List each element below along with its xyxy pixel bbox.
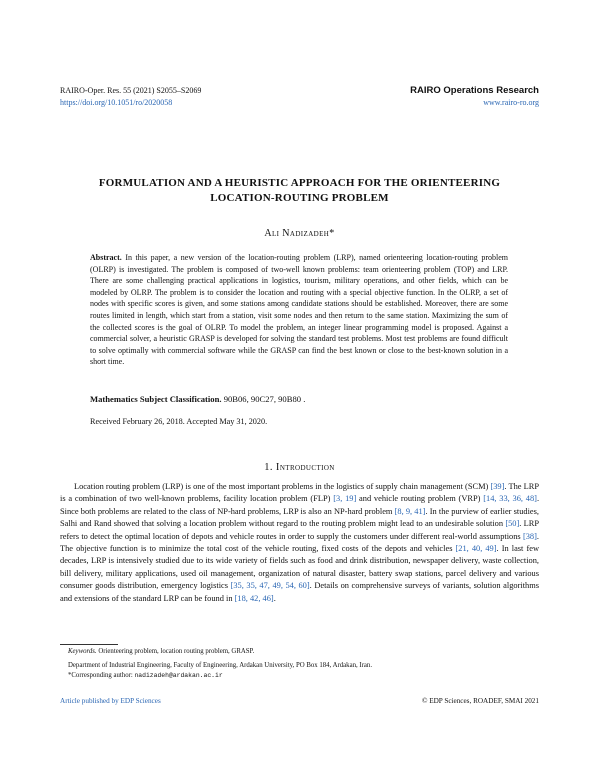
citation: RAIRO-Oper. Res. 55 (2021) S2055–S2069 [60,86,202,95]
citation-ref[interactable]: [50] [505,519,520,529]
citation-ref[interactable]: [38] [522,531,537,541]
running-header-left [60,85,201,109]
running-header-right [410,85,539,109]
keywords-line [60,647,539,657]
msc-label: Mathematics Subject Classification. [90,394,222,404]
intro-text: . LRP refers to detect the optimal location of depots and vehicle routes in order to supply the customers under different real-world assumptions [60,519,539,541]
publisher-link[interactable]: Article published by EDP Sciences [60,697,161,705]
website-link[interactable]: www.rairo-ro.org [483,98,539,107]
intro-text: . Details on comprehensive surveys of variants, solution algorithms and extensions of the standard LRP can be found in [60,581,539,603]
author-name: Ali Nadizadeh* [264,228,335,239]
citation-ref[interactable]: [21, 40, 49] [455,544,497,554]
intro-text: Location routing problem (LRP) is one of the most important problems in the logistics of supply chain management (SCM) [74,482,491,491]
email-address[interactable]: nadizadeh@ardakan.ac.ir [134,672,223,679]
section-heading: 1. Introduction [264,462,335,473]
copyright: © EDP Sciences, ROADEF, SMAI 2021 [421,697,539,705]
intro-paragraph [60,481,539,605]
footnote-rule [60,644,118,645]
msc-line [90,394,305,404]
abstract-label: Abstract. [90,253,122,262]
intro-text: . [273,593,276,603]
intro-text: . Since both problems are related to the class of NP-hard problems, LRP is also an NP-hard problem [60,494,540,516]
intro-text: . In last few decades, LRP is intensively studied due to its wide variety of fields such as food and drink distribution, newspaper delivery, waste collection, bill delivery, military applications, used oil management, organization of natural disaster, battery swap stations, parcel delivery and various consumer goods distribution, emergency logistics [60,544,539,591]
abstract [90,252,508,368]
abstract-text: In this paper, a new version of the location-routing problem (LRP), named orienteering location-routing problem (OLRP) is investigated. The problem is composed of two-well known problems: team orienteering problem (TOP) and LRP. There are some challenging practical applications in logistics, tourism, military operations, and other fields, which can be modeled by OLRP. The problem is to consider the location and routing with a special objective function. In the OLRP, a set of nodes with specific scores is given, and some stations among candidate stations should be established. Moreover, there are some routes limited in length, which start from a station, visit some nodes and then return to the same station. Maximizing the sum of the collected scores is the goal of OLRP. To model the problem, an integer linear programming model is proposed. Against a commercial solver, a heuristic GRASP is developed for solving the standard test problems. Most test problems are found difficult to solve optimally with commercial software while the GRASP can find the best known or close to the best-known solution in a short time. [90,253,509,367]
received-dates: Received February 26, 2018. Accepted May 31, 2020. [90,417,268,426]
journal-name: RAIRO Operations Research [410,85,539,96]
citation-ref[interactable]: [14, 33, 36, 48] [483,494,537,504]
keywords-text: Orienteering problem, location routing problem, GRASP. [98,648,255,655]
title-line-2: LOCATION-ROUTING PROBLEM [210,192,389,204]
intro-text: and vehicle routing problem (VRP) [356,494,484,504]
keywords-label: Keywords. [68,648,97,655]
citation-ref[interactable]: [39] [490,482,505,491]
footnotes [60,647,539,681]
citation-ref[interactable]: [3, 19] [333,494,357,504]
citation-ref[interactable]: [8, 9, 41] [394,506,426,516]
intro-text: . The objective function is to minimize the total cost of the vehicle routing, fixed costs of the depots and vehicles [60,531,539,554]
msc-codes: 90B06, 90C27, 90B80 . [223,394,306,404]
doi-link[interactable]: https://doi.org/10.1051/ro/2020058 [60,98,173,107]
article-title [60,176,539,206]
corresponding-label: *Corresponding author: [68,672,133,679]
intro-text: . The LRP is a combination of two well-known problems, facility location problem (FLP) [60,482,539,504]
citation-ref[interactable]: [35, 35, 47, 49, 54, 60] [230,581,310,591]
intro-text: . In the purview of earlier studies, Salhi and Rand showed that solving a location problem without regard to the routing problem might lead to an undesirable solution [60,506,539,529]
title-line-1: FORMULATION AND A HEURISTIC APPROACH FOR THE ORIENTEERING [98,177,501,189]
affiliation: Department of Industrial Engineering, Faculty of Engineering, Ardakan University, PO Box 184, Ardakan, Iran. [68,662,373,669]
citation-ref[interactable]: [18, 42, 46] [234,593,274,603]
corresponding-line [60,671,539,681]
